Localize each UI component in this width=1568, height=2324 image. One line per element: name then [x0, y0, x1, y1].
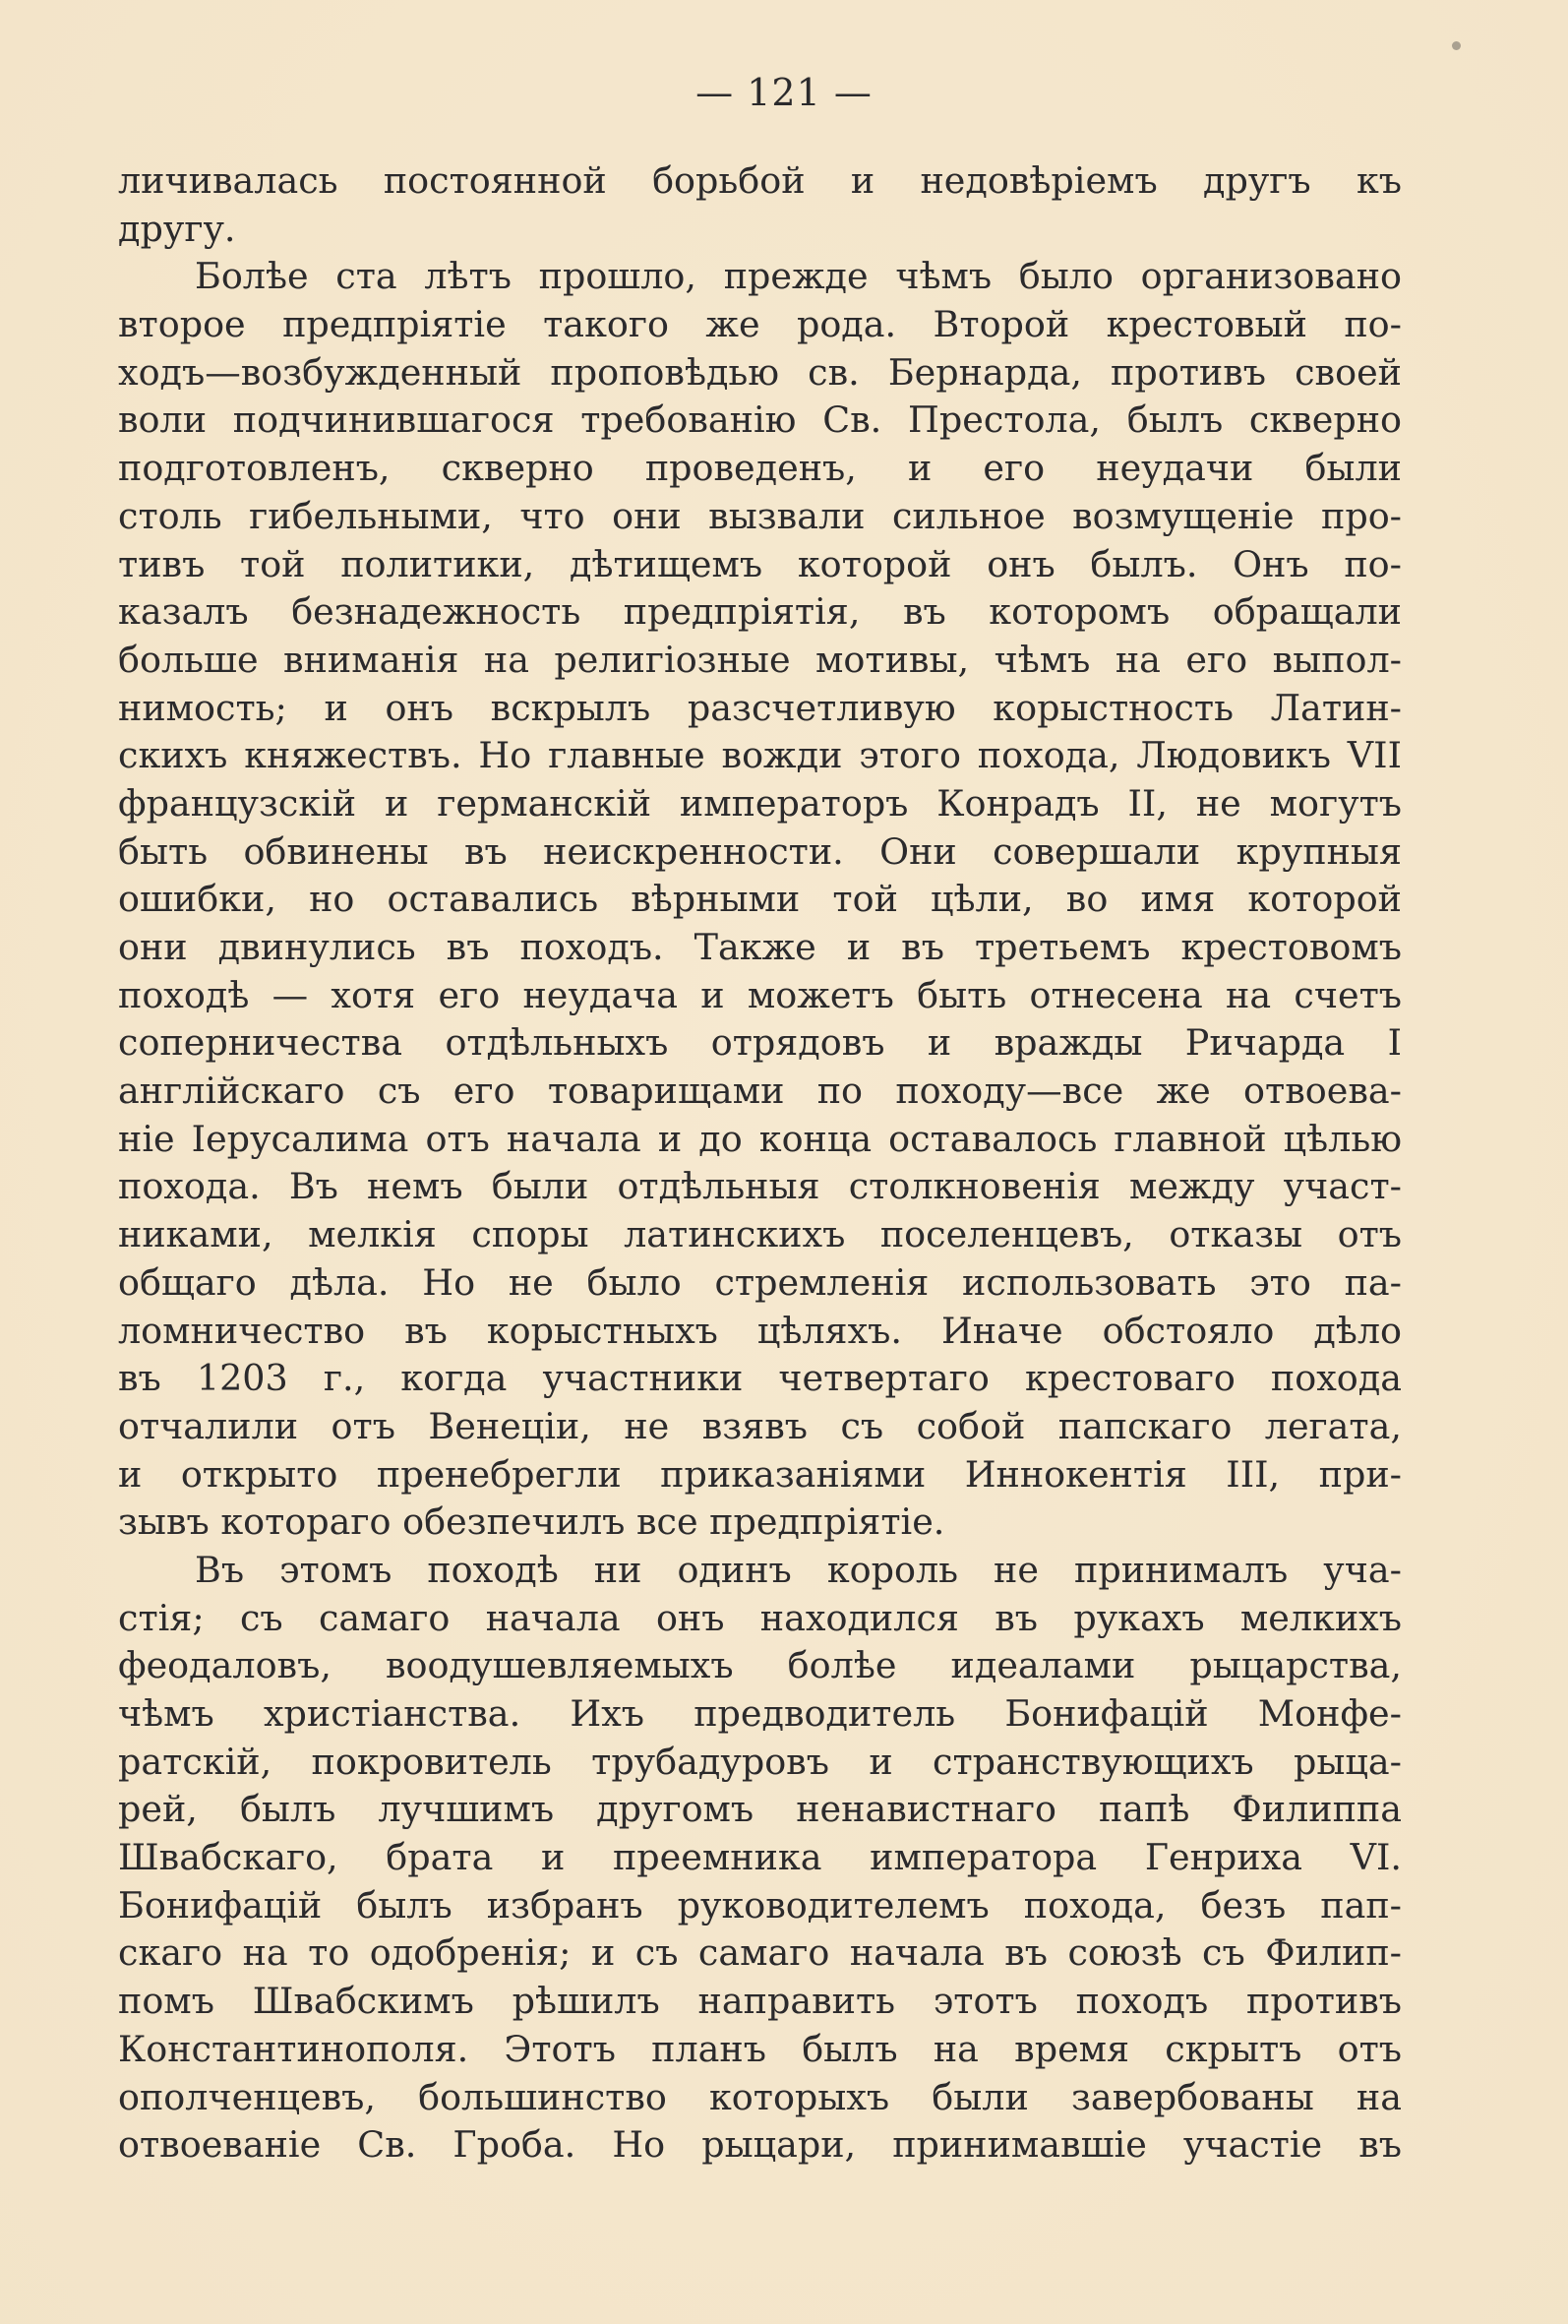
- text-line: Швабскаго, брата и преемника императора Генриха VI.: [118, 1836, 1402, 1879]
- text-line: помъ Швабскимъ рѣшилъ направить этотъ походъ противъ: [118, 1980, 1402, 2023]
- text-line: казалъ безнадежность предпріятія, въ которомъ обращали: [118, 590, 1402, 634]
- text-line: отчалили отъ Венеціи, не взявъ съ собой папскаго легата,: [118, 1404, 1402, 1447]
- text-line: столь гибельными, что они вызвали сильное возмущеніе про-: [118, 494, 1402, 537]
- text-line: другу.: [118, 207, 236, 250]
- text-line: ломничество въ корыстныхъ цѣляхъ. Иначе обстояло дѣло: [118, 1309, 1402, 1352]
- text-line: ополченцевъ, большинство которыхъ были завербованы на: [118, 2075, 1402, 2118]
- text-line: Константинополя. Этотъ планъ былъ на время скрытъ отъ: [118, 2027, 1402, 2070]
- text-line: быть обвинены въ неискренности. Они совершали крупныя: [118, 829, 1402, 873]
- ink-speck: [1452, 41, 1461, 50]
- text-line: рей, былъ лучшимъ другомъ ненавистнаго папѣ Филиппа: [118, 1788, 1402, 1831]
- text-line: общаго дѣла. Но не было стремленія использовать это па-: [118, 1260, 1402, 1304]
- text-line: англійскаго съ его товарищами по походу—все же отвоева-: [118, 1070, 1402, 1113]
- text-line: подготовленъ, скверно проведенъ, и его неудачи были: [118, 447, 1402, 490]
- text-line: зывъ котораго обезпечилъ все предпріятіе.: [118, 1500, 945, 1544]
- text-line: соперничества отдѣльныхъ отрядовъ и вражды Ричарда I: [118, 1021, 1402, 1065]
- text-line: чѣмъ христіанства. Ихъ предводитель Бонифацій Монфе-: [118, 1692, 1402, 1735]
- text-line: французскій и германскій императоръ Конрадъ II, не могутъ: [118, 781, 1402, 825]
- text-line: ошибки, но оставались вѣрными той цѣли, во имя которой: [118, 878, 1402, 921]
- text-line: ходъ—возбужденный проповѣдью св. Бернарда, противъ своей: [118, 350, 1402, 394]
- body-text: [118, 157, 1402, 2170]
- text-line: нимость; и онъ вскрылъ разсчетливую корыстность Латин-: [118, 686, 1402, 729]
- text-line: и открыто пренебрегли приказаніями Иннокентія III, при-: [118, 1452, 1402, 1496]
- text-line: стія; съ самаго начала онъ находился въ рукахъ мелкихъ: [118, 1596, 1402, 1639]
- text-line: Въ этомъ походѣ ни одинъ король не принималъ уча-: [195, 1548, 1402, 1591]
- page-number: — 121 —: [695, 71, 873, 114]
- text-line: больше вниманія на религіозные мотивы, чѣмъ на его выпол-: [118, 638, 1402, 681]
- text-line: отвоеваніе Св. Гроба. Но рыцари, принимавшіе участіе въ: [118, 2123, 1402, 2167]
- text-line: тивъ той политики, дѣтищемъ которой онъ былъ. Онъ по-: [118, 542, 1402, 585]
- text-line: второе предпріятіе такого же рода. Второй крестовый по-: [118, 303, 1402, 346]
- text-line: феодаловъ, воодушевляемыхъ болѣе идеалами рыцарства,: [118, 1644, 1402, 1687]
- text-line: походѣ — хотя его неудача и можетъ быть отнесена на счетъ: [118, 973, 1402, 1016]
- text-line: ніе Іерусалима отъ начала и до конца оставалось главной цѣлью: [118, 1117, 1402, 1160]
- text-line: Болѣе ста лѣтъ прошло, прежде чѣмъ было организовано: [195, 255, 1402, 298]
- text-line: скихъ княжествъ. Но главные вожди этого похода, Людовикъ VII: [118, 734, 1402, 777]
- text-line: похода. Въ немъ были отдѣльныя столкновенія между участ-: [118, 1165, 1402, 1208]
- text-line: въ 1203 г., когда участники четвертаго крестоваго похода: [118, 1357, 1402, 1400]
- text-line: Бонифацій былъ избранъ руководителемъ похода, безъ пап-: [118, 1883, 1402, 1926]
- text-line: ратскій, покровитель трубадуровъ и странствующихъ рыца-: [118, 1740, 1402, 1783]
- text-line: воли подчинившагося требованію Св. Престола, былъ скверно: [118, 398, 1402, 442]
- text-line: скаго на то одобренія; и съ самаго начала въ союзѣ съ Филип-: [118, 1931, 1402, 1975]
- text-line: никами, мелкія споры латинскихъ поселенцевъ, отказы отъ: [118, 1213, 1402, 1256]
- text-line: личивалась постоянной борьбой и недовѣріемъ другъ къ: [118, 159, 1402, 202]
- text-line: они двинулись въ походъ. Также и въ третьемъ крестовомъ: [118, 926, 1402, 968]
